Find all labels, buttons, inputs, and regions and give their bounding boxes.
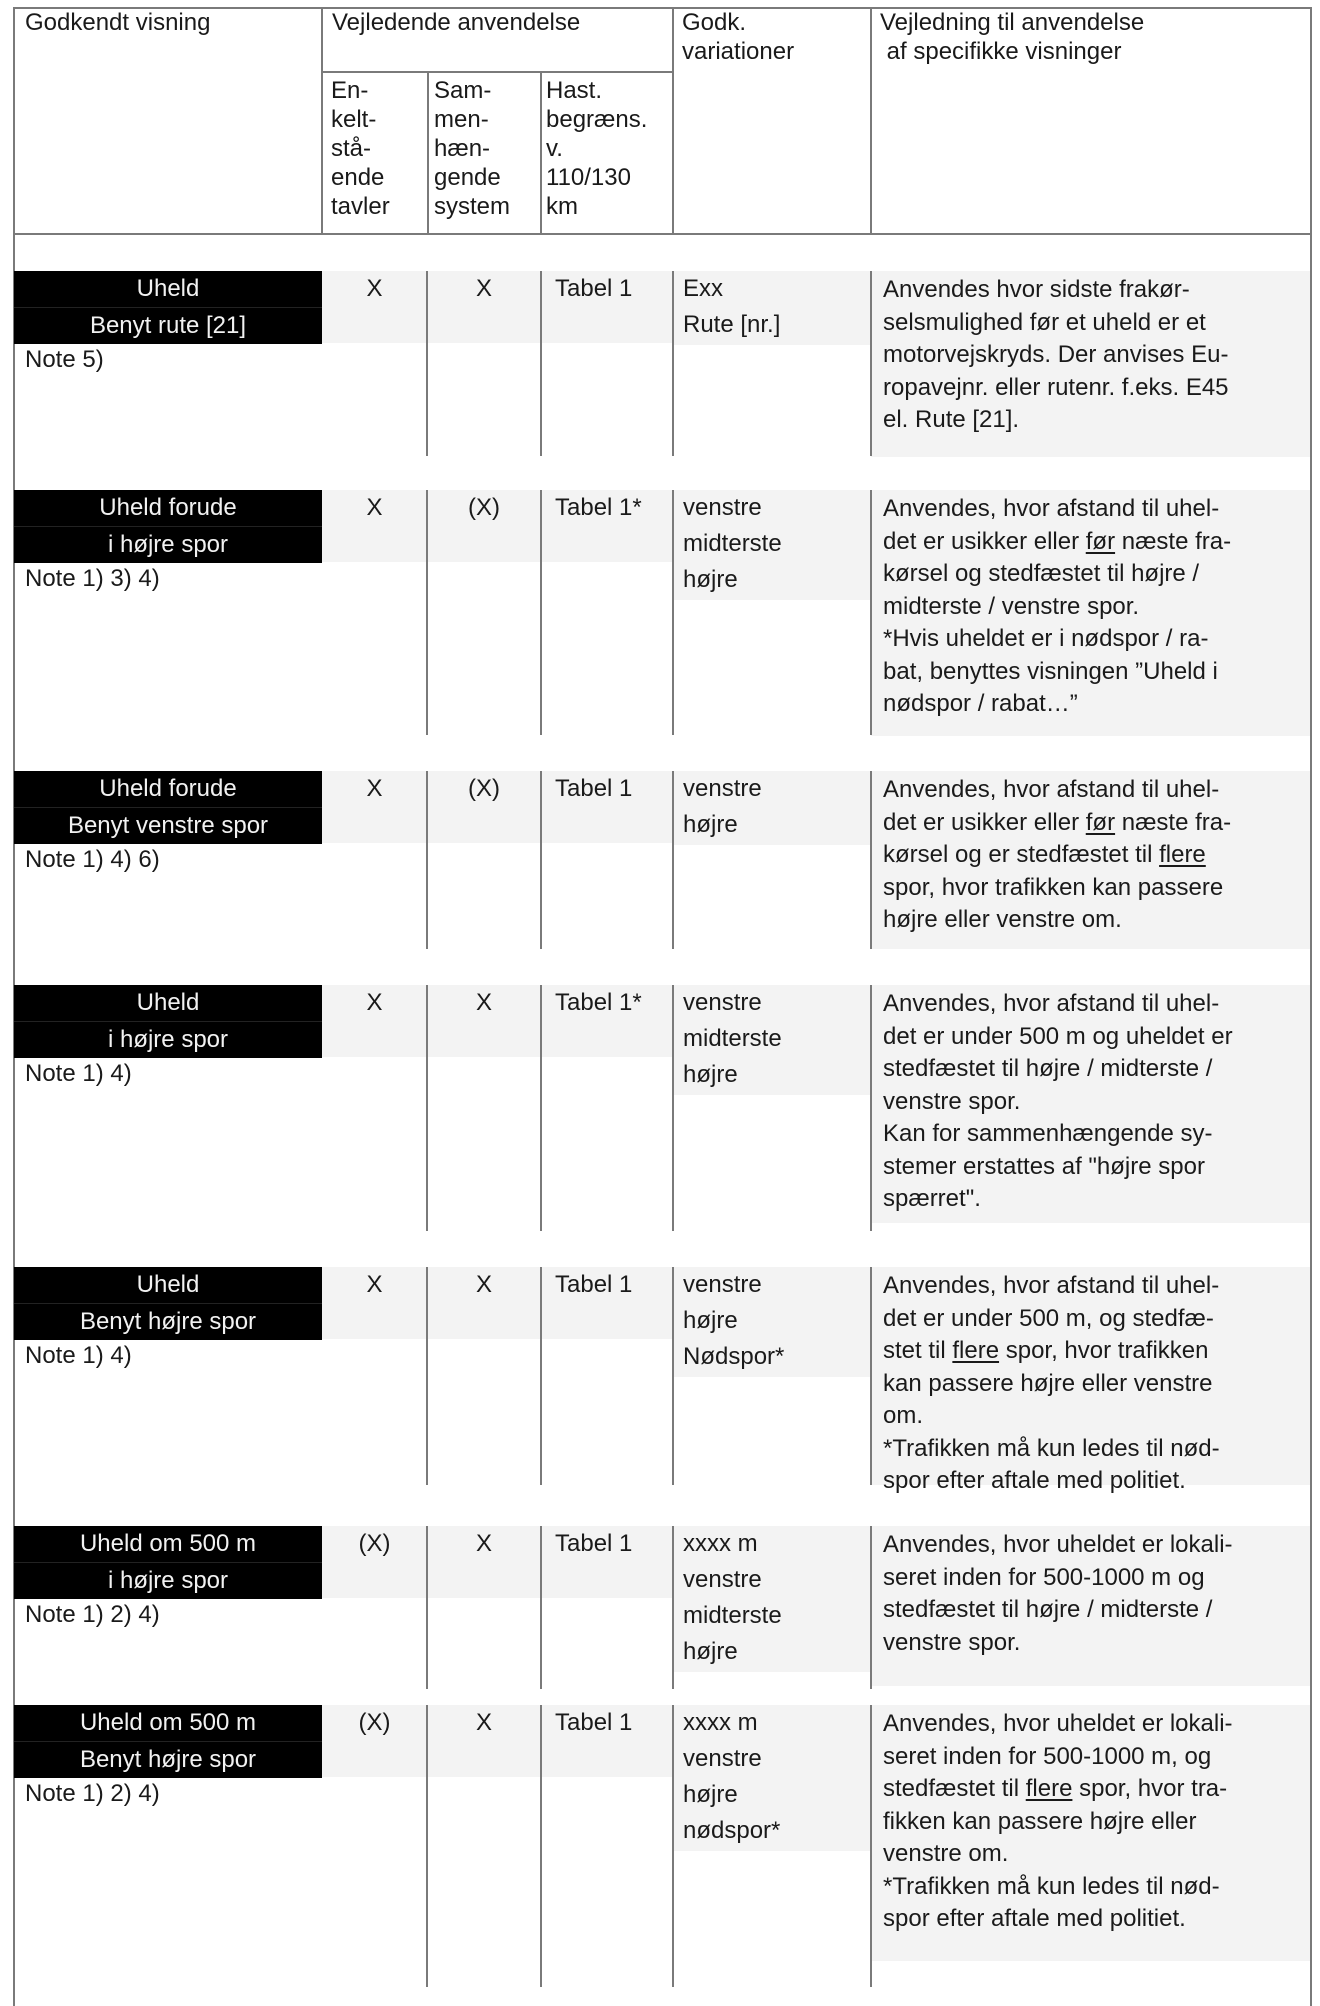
sign-line: Uheld om 500 m [14, 1526, 322, 1563]
column-divider [870, 771, 872, 949]
guidance-line: Anvendes, hvor afstand til uhel- [883, 990, 1220, 1017]
column-divider [540, 490, 542, 735]
guidance-line: selsmulighed før et uheld er et [883, 308, 1206, 336]
variations-list [683, 271, 780, 343]
guidance-line: venstre spor. [883, 1628, 1021, 1656]
sign-display [14, 1526, 322, 1599]
header-divider [321, 7, 323, 235]
note-text: Note 5) [25, 346, 104, 373]
guidance-line: det er usikker eller før næste fra- [883, 527, 1232, 555]
column-divider [672, 271, 674, 456]
guidance-line: kørsel og er stedfæstet til flere [883, 841, 1206, 868]
header-line: variationer [682, 38, 795, 65]
variation-item: venstre [683, 1566, 762, 1593]
sign-line: i højre spor [107, 1567, 229, 1594]
column-divider [426, 1267, 428, 1485]
guidance-line: venstre spor. [883, 1087, 1021, 1115]
column-divider [540, 1526, 542, 1689]
note-text: Note 1) 4) [25, 1060, 132, 1087]
single-signs-value: X [366, 275, 383, 302]
variation-item: midterste [683, 1602, 782, 1629]
note-text: Note 1) 2) 4) [25, 1780, 160, 1807]
variation-item: venstre [683, 1271, 762, 1298]
sign-display [14, 985, 322, 1058]
guidance-line: *Trafikken må kun ledes til nød- [883, 1434, 1220, 1462]
table-top-border [14, 7, 1312, 9]
header-display: Godkendt visning [25, 9, 211, 36]
variation-item: xxxx m [683, 1709, 758, 1736]
guidance-line: det er usikker eller før næste fra- [883, 808, 1232, 836]
guidance-line: nødspor / rabat…” [883, 690, 1078, 717]
variation-item: højre [683, 1638, 738, 1665]
column-divider [426, 771, 428, 949]
guidance-line: Anvendes, hvor uheldet er lokali- [883, 1531, 1233, 1558]
header-bottom-border [14, 233, 1312, 235]
header-line: En- [331, 77, 369, 104]
guidance-line: seret inden for 500-1000 m, og [883, 1742, 1212, 1770]
header-divider [427, 71, 429, 235]
speed-limit-value: Tabel 1 [555, 1271, 633, 1298]
guidance-line: venstre om. [883, 1840, 1009, 1867]
header-line: system [434, 193, 511, 220]
header-variations [682, 8, 794, 66]
speed-limit-value: Tabel 1* [555, 989, 642, 1016]
header-line: Hast. [546, 77, 603, 104]
sign-display [14, 771, 322, 844]
variation-item: højre [683, 566, 738, 593]
guidance-line: spor, hvor trafikken kan passere [883, 873, 1224, 901]
header-line: Sam- [434, 77, 492, 104]
connected-system-value: X [475, 1271, 492, 1298]
sign-display [14, 1267, 322, 1340]
column-divider [540, 1705, 542, 1987]
column-divider [426, 1526, 428, 1689]
single-signs-value: (X) [358, 1709, 391, 1736]
guidance-line: el. Rute [21]. [883, 406, 1020, 433]
variations-list [683, 1267, 784, 1375]
variation-item: højre [683, 1781, 738, 1808]
column-divider [426, 490, 428, 735]
column-divider [426, 271, 428, 456]
connected-system-value: X [475, 275, 492, 302]
connected-system-value: (X) [468, 494, 500, 521]
sign-display [14, 271, 322, 344]
guidance-line: stedfæstet til højre / midterste / [883, 1055, 1213, 1082]
header-line: begræns. [546, 106, 648, 133]
variation-item: nødspor* [683, 1817, 781, 1844]
header-divider [672, 7, 674, 235]
sign-line: i højre spor [107, 531, 229, 558]
variation-item: Rute [nr.] [683, 311, 781, 338]
note-text: Note 1) 3) 4) [25, 565, 160, 592]
guidance-line: Anvendes, hvor afstand til uhel- [883, 776, 1220, 803]
header-line: stå- [331, 135, 372, 162]
variation-item: Exx [683, 275, 724, 302]
guidance-line: kan passere højre eller venstre [883, 1369, 1213, 1397]
column-divider [672, 771, 674, 949]
variation-item: højre [683, 1061, 738, 1088]
column-divider [672, 1705, 674, 1987]
speed-limit-value: Tabel 1 [555, 775, 633, 802]
variations-list [683, 771, 762, 843]
header-guidance [880, 8, 1144, 66]
variations-list [683, 490, 782, 598]
guidance-line: Anvendes, hvor afstand til uhel- [883, 1272, 1220, 1299]
header-line: v. [546, 135, 563, 162]
connected-system-value: X [475, 989, 492, 1016]
variations-list [683, 985, 782, 1093]
single-signs-value: X [366, 989, 383, 1016]
column-divider [426, 985, 428, 1231]
header-single-signs [331, 76, 390, 221]
column-divider [870, 1705, 872, 1987]
guidance-line: stedfæstet til flere spor, hvor tra- [883, 1775, 1228, 1802]
header-connected-system [434, 76, 510, 221]
header-speed-limit [546, 76, 647, 221]
sign-line: i højre spor [107, 1026, 229, 1053]
header-divider [540, 71, 542, 235]
guidance-text [883, 988, 1233, 1216]
variation-item: venstre [683, 775, 762, 802]
guidance-line: Anvendes, hvor afstand til uhel- [883, 495, 1220, 522]
guidance-line: det er under 500 m og uheldet er [883, 1022, 1233, 1050]
variation-item: Nødspor* [683, 1343, 785, 1370]
speed-limit-value: Tabel 1 [555, 275, 633, 302]
sign-line: Benyt rute [21] [89, 312, 247, 339]
guidance-line: Anvendes hvor sidste frakør- [883, 276, 1190, 303]
guidance-line: stedfæstet til højre / midterste / [883, 1596, 1213, 1623]
header-line: km [546, 193, 578, 220]
note-text: Note 1) 2) 4) [25, 1601, 160, 1628]
sign-line: Uheld forude [14, 771, 322, 808]
guidance-line: ropavejnr. eller rutenr. f.eks. E45 [883, 373, 1229, 401]
column-divider [672, 1526, 674, 1689]
guidance-text [883, 1529, 1233, 1659]
speed-limit-value: Tabel 1* [555, 494, 642, 521]
table-right-border [1310, 7, 1312, 2006]
variations-list [683, 1526, 782, 1670]
variation-item: venstre [683, 989, 762, 1016]
header-line: Godk. [682, 9, 747, 36]
sign-line: Uheld [14, 1267, 322, 1304]
column-divider [870, 271, 872, 456]
note-text: Note 1) 4) 6) [25, 846, 160, 873]
guidance-line: kørsel og stedfæstet til højre / [883, 560, 1200, 587]
sign-display [14, 490, 322, 563]
column-divider [672, 1267, 674, 1485]
header-line: ende [331, 164, 385, 191]
connected-system-value: X [475, 1530, 492, 1557]
column-divider [672, 490, 674, 735]
speed-limit-value: Tabel 1 [555, 1530, 633, 1557]
single-signs-value: X [366, 1271, 383, 1298]
guidance-line: *Hvis uheldet er i nødspor / ra- [883, 625, 1209, 652]
column-divider [540, 271, 542, 456]
guidance-text [883, 1270, 1220, 1498]
guidance-line: Kan for sammenhængende sy- [883, 1120, 1213, 1147]
variation-item: venstre [683, 1745, 762, 1772]
sign-line: Uheld [14, 985, 322, 1022]
column-divider [540, 985, 542, 1231]
guidance-line: *Trafikken må kun ledes til nød- [883, 1872, 1220, 1900]
column-divider [540, 771, 542, 949]
header-line: hæn- [434, 135, 491, 162]
single-signs-value: X [366, 775, 383, 802]
note-text: Note 1) 4) [25, 1342, 132, 1369]
variation-item: højre [683, 811, 738, 838]
guidance-line: seret inden for 500-1000 m og [883, 1563, 1205, 1591]
sign-line: Uheld om 500 m [14, 1705, 322, 1742]
guidance-line: midterste / venstre spor. [883, 592, 1140, 620]
sign-line: Benyt højre spor [79, 1746, 257, 1773]
header-line: 110/130 [546, 164, 631, 191]
guidance-line: motorvejskryds. Der anvises Eu- [883, 341, 1229, 368]
guidance-text [883, 774, 1231, 937]
column-divider [870, 1267, 872, 1485]
header-line: gende [434, 164, 501, 191]
single-signs-value: (X) [358, 1530, 391, 1557]
guidance-line: Anvendes, hvor uheldet er lokali- [883, 1710, 1233, 1737]
header-line: af specifikke visninger [880, 38, 1122, 65]
sign-line: Benyt højre spor [79, 1308, 257, 1335]
sign-line: Benyt venstre spor [67, 812, 269, 839]
guidance-text [883, 1708, 1233, 1936]
header-usage: Vejledende anvendelse [332, 9, 581, 36]
connected-system-value: (X) [468, 775, 500, 802]
guidance-line: fikken kan passere højre eller [883, 1807, 1197, 1835]
guidance-line: spor efter aftale med politiet. [883, 1905, 1186, 1932]
column-divider [870, 490, 872, 735]
variation-item: midterste [683, 1025, 782, 1052]
header-divider [870, 7, 872, 235]
guidance-line: spærret". [883, 1185, 981, 1212]
sign-line: Uheld forude [14, 490, 322, 527]
speed-limit-value: Tabel 1 [555, 1709, 633, 1736]
connected-system-value: X [475, 1709, 492, 1736]
header-subline [322, 71, 673, 73]
variation-item: xxxx m [683, 1530, 758, 1557]
guidance-line: højre eller venstre om. [883, 906, 1122, 933]
guidance-text [883, 274, 1229, 437]
guidance-line: om. [883, 1402, 924, 1429]
header-line: kelt- [331, 106, 377, 133]
guidance-line: bat, benyttes visningen ”Uheld i [883, 657, 1218, 685]
variation-item: venstre [683, 494, 762, 521]
guidance-line: stemer erstattes af "højre spor [883, 1152, 1205, 1180]
column-divider [672, 985, 674, 1231]
variations-list [683, 1705, 780, 1849]
column-divider [870, 1526, 872, 1689]
header-line: Vejledning til anvendelse [880, 9, 1145, 36]
sign-line: Uheld [14, 271, 322, 308]
single-signs-value: X [366, 494, 383, 521]
column-divider [426, 1705, 428, 1987]
guidance-line: stet til flere spor, hvor trafikken [883, 1337, 1209, 1364]
guidance-line: det er under 500 m, og stedfæ- [883, 1304, 1214, 1332]
header-line: men- [434, 106, 489, 133]
guidance-text [883, 493, 1231, 721]
sign-display [14, 1705, 322, 1778]
guidance-line: spor efter aftale med politiet. [883, 1467, 1186, 1494]
column-divider [870, 985, 872, 1231]
variation-item: højre [683, 1307, 738, 1334]
variation-item: midterste [683, 530, 782, 557]
header-line: tavler [331, 193, 390, 220]
column-divider [540, 1267, 542, 1485]
